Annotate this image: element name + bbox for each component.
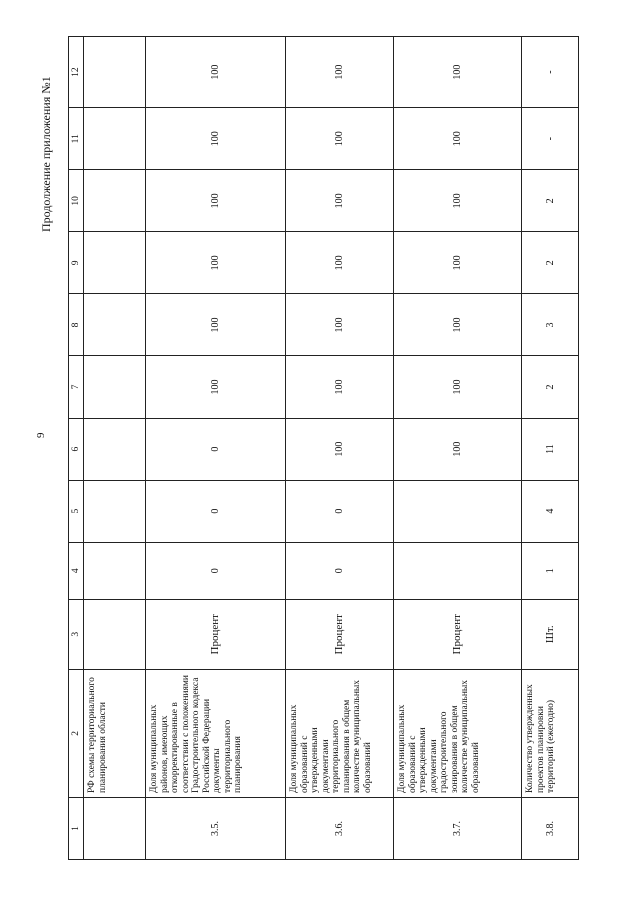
unit-cell: Процент	[146, 599, 286, 669]
value-cell	[84, 356, 146, 418]
column-number: 3	[69, 599, 84, 669]
value-cell: 100	[286, 356, 394, 418]
indicator-name: Доля муниципальных образований с утвержденными документами территориального планирования в общем количестве муниципальных образований	[286, 669, 394, 797]
indicator-name: Доля муниципальных районов, имеющих откорректированные в соответствии с положениями Градостроительного кодекса Российской Федерации документы территориального планирования	[146, 669, 286, 797]
column-number: 10	[69, 170, 84, 232]
column-number-row	[69, 37, 84, 860]
table-row	[394, 37, 522, 860]
page-number: 9	[35, 432, 47, 438]
row-number: 3.7.	[394, 797, 522, 859]
value-cell: 100	[394, 294, 522, 356]
value-cell: 100	[394, 170, 522, 232]
column-number: 2	[69, 669, 84, 797]
continuation-label: Продолжение приложения №1	[39, 76, 53, 232]
value-cell: 100	[286, 170, 394, 232]
column-number: 12	[69, 37, 84, 108]
value-cell	[84, 480, 146, 542]
value-cell	[394, 542, 522, 599]
column-number: 11	[69, 108, 84, 170]
unit-cell	[84, 599, 146, 669]
column-number: 6	[69, 418, 84, 480]
column-number: 7	[69, 356, 84, 418]
value-cell: 4	[522, 480, 579, 542]
value-cell: 100	[394, 37, 522, 108]
column-number: 1	[69, 797, 84, 859]
value-cell: 100	[394, 232, 522, 294]
value-cell: 11	[522, 418, 579, 480]
value-cell	[84, 542, 146, 599]
column-number: 5	[69, 480, 84, 542]
value-cell	[84, 37, 146, 108]
row-number: 3.5.	[146, 797, 286, 859]
value-cell	[394, 480, 522, 542]
value-cell: 100	[286, 37, 394, 108]
value-cell	[84, 108, 146, 170]
indicator-name: РФ схемы территориального планирования области	[84, 669, 146, 797]
value-cell	[84, 294, 146, 356]
column-number: 4	[69, 542, 84, 599]
value-cell: 2	[522, 232, 579, 294]
table-row	[286, 37, 394, 860]
value-cell: 100	[146, 37, 286, 108]
value-cell: 3	[522, 294, 579, 356]
value-cell: 100	[146, 108, 286, 170]
value-cell: 0	[146, 480, 286, 542]
value-cell: 100	[286, 294, 394, 356]
value-cell: 100	[146, 356, 286, 418]
value-cell: 100	[286, 418, 394, 480]
value-cell: -	[522, 108, 579, 170]
value-cell: 100	[146, 170, 286, 232]
table-row	[522, 37, 579, 860]
value-cell	[84, 232, 146, 294]
table-row	[84, 37, 146, 860]
column-number: 8	[69, 294, 84, 356]
value-cell	[84, 418, 146, 480]
unit-cell: Процент	[394, 599, 522, 669]
indicators-table	[68, 36, 579, 860]
indicator-name: Количество утвержденных проектов планировки территорий (ежегодно)	[522, 669, 579, 797]
value-cell: 0	[146, 418, 286, 480]
value-cell: 100	[394, 418, 522, 480]
row-number: 3.6.	[286, 797, 394, 859]
value-cell: 0	[146, 542, 286, 599]
unit-cell: Шт.	[522, 599, 579, 669]
value-cell: 1	[522, 542, 579, 599]
value-cell: 100	[286, 108, 394, 170]
row-number	[84, 797, 146, 859]
value-cell: 100	[394, 356, 522, 418]
value-cell: 100	[394, 108, 522, 170]
rotated-table-container	[68, 36, 579, 860]
unit-cell: Процент	[286, 599, 394, 669]
value-cell: 100	[286, 232, 394, 294]
column-number: 9	[69, 232, 84, 294]
row-number: 3.8.	[522, 797, 579, 859]
value-cell: 0	[286, 542, 394, 599]
value-cell: 2	[522, 356, 579, 418]
indicator-name: Доля муниципальных образований с утвержденными документами градостроительного зонирования в общем количестве муниципальных образований	[394, 669, 522, 797]
value-cell: 100	[146, 232, 286, 294]
table-row	[146, 37, 286, 860]
value-cell: 0	[286, 480, 394, 542]
value-cell: 100	[146, 294, 286, 356]
value-cell: 2	[522, 170, 579, 232]
value-cell: -	[522, 37, 579, 108]
value-cell	[84, 170, 146, 232]
